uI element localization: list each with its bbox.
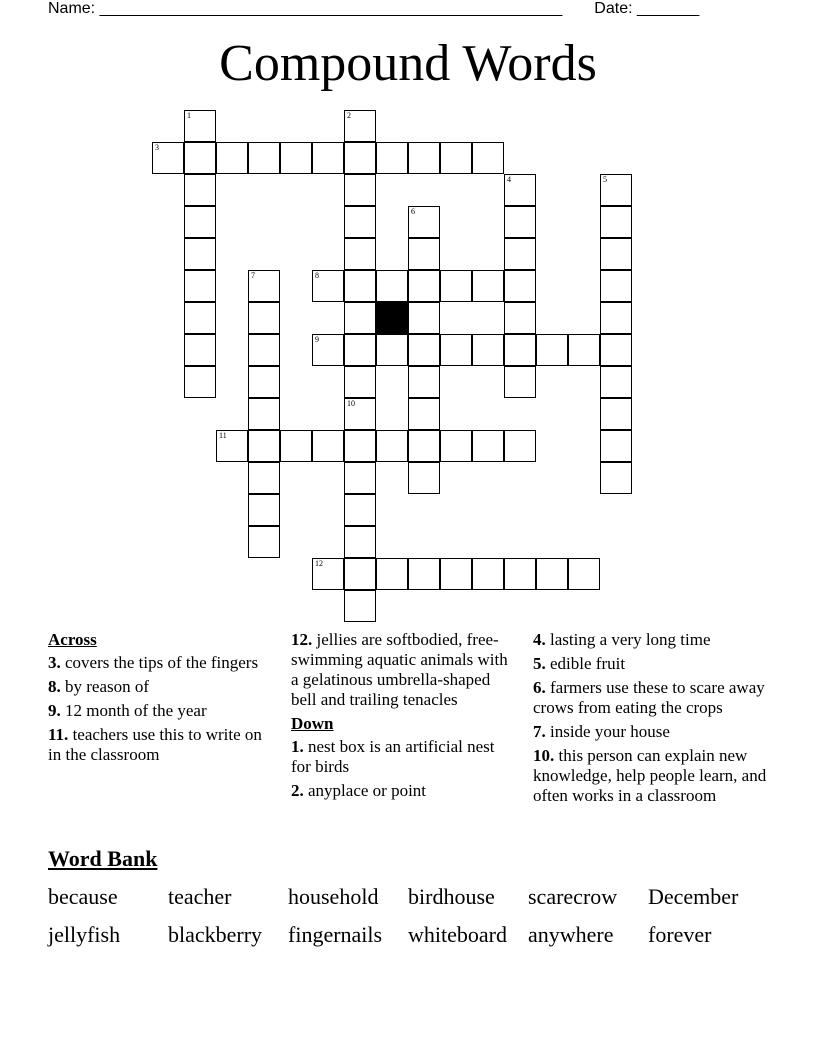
crossword-cell[interactable] (152, 142, 184, 174)
clue-down-2: 2. anyplace or point (291, 781, 427, 800)
crossword-cell[interactable] (504, 238, 536, 270)
clue-down-6: 6. farmers use these to scare away crows from eating the crops (533, 678, 765, 717)
crossword-cell[interactable] (248, 270, 280, 302)
crossword-cell[interactable] (472, 270, 504, 302)
crossword-cell[interactable] (248, 430, 280, 462)
cell-number: 4 (507, 175, 511, 184)
crossword-cell[interactable] (344, 366, 376, 398)
crossword-cell[interactable] (248, 462, 280, 494)
crossword-cell[interactable] (344, 302, 376, 334)
crossword-cell[interactable] (440, 430, 472, 462)
cell-number: 12 (315, 559, 323, 568)
crossword-cell[interactable] (184, 174, 216, 206)
crossword-cell[interactable] (184, 270, 216, 302)
crossword-cell[interactable] (600, 206, 632, 238)
page-title: Compound Words (219, 35, 597, 92)
crossword-cell[interactable] (600, 238, 632, 270)
crossword-cell[interactable] (248, 494, 280, 526)
crossword-cell[interactable] (248, 334, 280, 366)
cell-number: 5 (603, 175, 607, 184)
crossword-cell[interactable] (408, 430, 440, 462)
date-field-label: Date: _______ (594, 0, 700, 17)
crossword-cell[interactable] (600, 174, 632, 206)
crossword-cell[interactable] (344, 110, 376, 142)
crossword-cell[interactable] (600, 462, 632, 494)
down-heading: Down (291, 714, 334, 733)
cell-number: 6 (411, 207, 415, 216)
crossword-cell[interactable] (280, 430, 312, 462)
crossword-cell[interactable] (344, 590, 376, 622)
crossword-cell[interactable] (504, 270, 536, 302)
cell-number: 7 (251, 271, 255, 280)
crossword-cell[interactable] (600, 302, 632, 334)
word-bank-word: birdhouse (408, 884, 495, 909)
crossword-cell[interactable] (248, 142, 280, 174)
crossword-black-cell (376, 302, 408, 334)
word-bank-word: because (48, 884, 118, 909)
crossword-cell[interactable] (312, 270, 344, 302)
crossword-cell[interactable] (504, 558, 536, 590)
crossword-cell[interactable] (504, 302, 536, 334)
cell-number: 1 (187, 111, 191, 120)
crossword-cell[interactable] (408, 270, 440, 302)
clue-down-4: 4. lasting a very long time (533, 630, 711, 649)
crossword-cell[interactable] (408, 302, 440, 334)
crossword-cell[interactable] (504, 334, 536, 366)
clues-column-3 (533, 630, 768, 810)
crossword-cell[interactable] (280, 142, 312, 174)
crossword-cell[interactable] (344, 270, 376, 302)
crossword-cell[interactable] (376, 558, 408, 590)
word-bank-word: blackberry (168, 922, 263, 947)
word-bank-word: teacher (168, 884, 232, 909)
crossword-cell[interactable] (440, 558, 472, 590)
crossword-cell[interactable] (312, 142, 344, 174)
cell-number: 3 (155, 143, 159, 152)
crossword-cell[interactable] (408, 462, 440, 494)
crossword-cell[interactable] (344, 398, 376, 430)
crossword-cell[interactable] (344, 430, 376, 462)
cell-number: 2 (347, 111, 351, 120)
clue-down-10: 10. this person can explain new knowledge, help people learn, and often works in a classroom (533, 746, 767, 805)
across-heading: Across (48, 630, 97, 649)
crossword-cell[interactable] (312, 430, 344, 462)
word-bank-word: forever (648, 922, 712, 947)
clue-across-8: 8. by reason of (48, 677, 150, 696)
crossword-cell[interactable] (568, 334, 600, 366)
crossword-cell[interactable] (344, 462, 376, 494)
crossword-cell[interactable] (376, 142, 408, 174)
crossword-cell[interactable] (344, 334, 376, 366)
crossword-cell[interactable] (504, 206, 536, 238)
crossword-cell[interactable] (600, 270, 632, 302)
crossword-cell[interactable] (248, 366, 280, 398)
cell-number: 10 (347, 399, 355, 408)
crossword-cell[interactable] (600, 398, 632, 430)
crossword-cell[interactable] (184, 366, 216, 398)
word-bank-word: scarecrow (528, 884, 618, 909)
crossword-cell[interactable] (344, 558, 376, 590)
crossword-cell[interactable] (600, 334, 632, 366)
crossword-cell[interactable] (184, 110, 216, 142)
clues-column-2 (291, 630, 516, 805)
crossword-cell[interactable] (440, 334, 472, 366)
clue-across-11: 11. teachers use this to write on in the classroom (48, 725, 262, 764)
word-bank-word: fingernails (288, 922, 383, 947)
word-bank-word: whiteboard (408, 922, 507, 947)
crossword-cell[interactable] (344, 494, 376, 526)
crossword-cell[interactable] (536, 558, 568, 590)
crossword-cell[interactable] (344, 142, 376, 174)
crossword-cell[interactable] (472, 142, 504, 174)
clue-down-5: 5. edible fruit (533, 654, 626, 673)
crossword-cell[interactable] (312, 558, 344, 590)
cell-number: 8 (315, 271, 319, 280)
cell-number: 9 (315, 335, 319, 344)
crossword-cell[interactable] (504, 430, 536, 462)
crossword-cell[interactable] (216, 430, 248, 462)
crossword-cell[interactable] (248, 526, 280, 558)
crossword-cell[interactable] (440, 270, 472, 302)
crossword-cell[interactable] (312, 334, 344, 366)
crossword-cell[interactable] (600, 366, 632, 398)
crossword-cell[interactable] (344, 526, 376, 558)
crossword-cell[interactable] (376, 270, 408, 302)
crossword-cell[interactable] (408, 142, 440, 174)
crossword-cell[interactable] (184, 302, 216, 334)
crossword-cell[interactable] (248, 302, 280, 334)
crossword-cell[interactable] (408, 206, 440, 238)
crossword-cell[interactable] (248, 398, 280, 430)
crossword-cell[interactable] (472, 558, 504, 590)
crossword-cell[interactable] (184, 334, 216, 366)
clue-down-1: 1. nest box is an artificial nest for birds (291, 737, 495, 776)
crossword-cell[interactable] (408, 558, 440, 590)
cell-number: 11 (219, 431, 227, 440)
crossword-cell[interactable] (440, 142, 472, 174)
crossword-cell[interactable] (536, 334, 568, 366)
clue-across-9: 9. 12 month of the year (48, 701, 207, 720)
crossword-cell[interactable] (184, 238, 216, 270)
clue-down-7: 7. inside your house (533, 722, 670, 741)
crossword-cell[interactable] (472, 334, 504, 366)
crossword-cell[interactable] (504, 366, 536, 398)
crossword-cell[interactable] (344, 238, 376, 270)
crossword-cell[interactable] (408, 366, 440, 398)
crossword-cell[interactable] (408, 334, 440, 366)
crossword-cell[interactable] (344, 174, 376, 206)
crossword-cell[interactable] (376, 334, 408, 366)
crossword-cell[interactable] (408, 238, 440, 270)
clue-across-3: 3. covers the tips of the fingers (48, 653, 259, 672)
across-clues (48, 630, 273, 769)
word-bank-word: household (288, 884, 379, 909)
crossword-cell[interactable] (184, 206, 216, 238)
crossword-cell[interactable] (600, 430, 632, 462)
crossword-cell[interactable] (344, 206, 376, 238)
crossword-cell[interactable] (472, 430, 504, 462)
crossword-cell[interactable] (568, 558, 600, 590)
clue-across-12: 12. jellies are softbodied, free-swimming aquatic animals with a gelatinous umbrella-shaped bell and trailing tenacles (291, 630, 508, 709)
word-bank-word: December (648, 884, 739, 909)
word-bank-heading: Word Bank (48, 846, 158, 871)
crossword-cell[interactable] (408, 398, 440, 430)
crossword-cell[interactable] (216, 142, 248, 174)
word-bank-word: jellyfish (48, 922, 121, 947)
crossword-cell[interactable] (184, 142, 216, 174)
name-field-label: Name: ____________________________________________________ (48, 0, 563, 17)
crossword-cell[interactable] (504, 174, 536, 206)
crossword-cell[interactable] (376, 430, 408, 462)
word-bank-word: anywhere (528, 922, 614, 947)
